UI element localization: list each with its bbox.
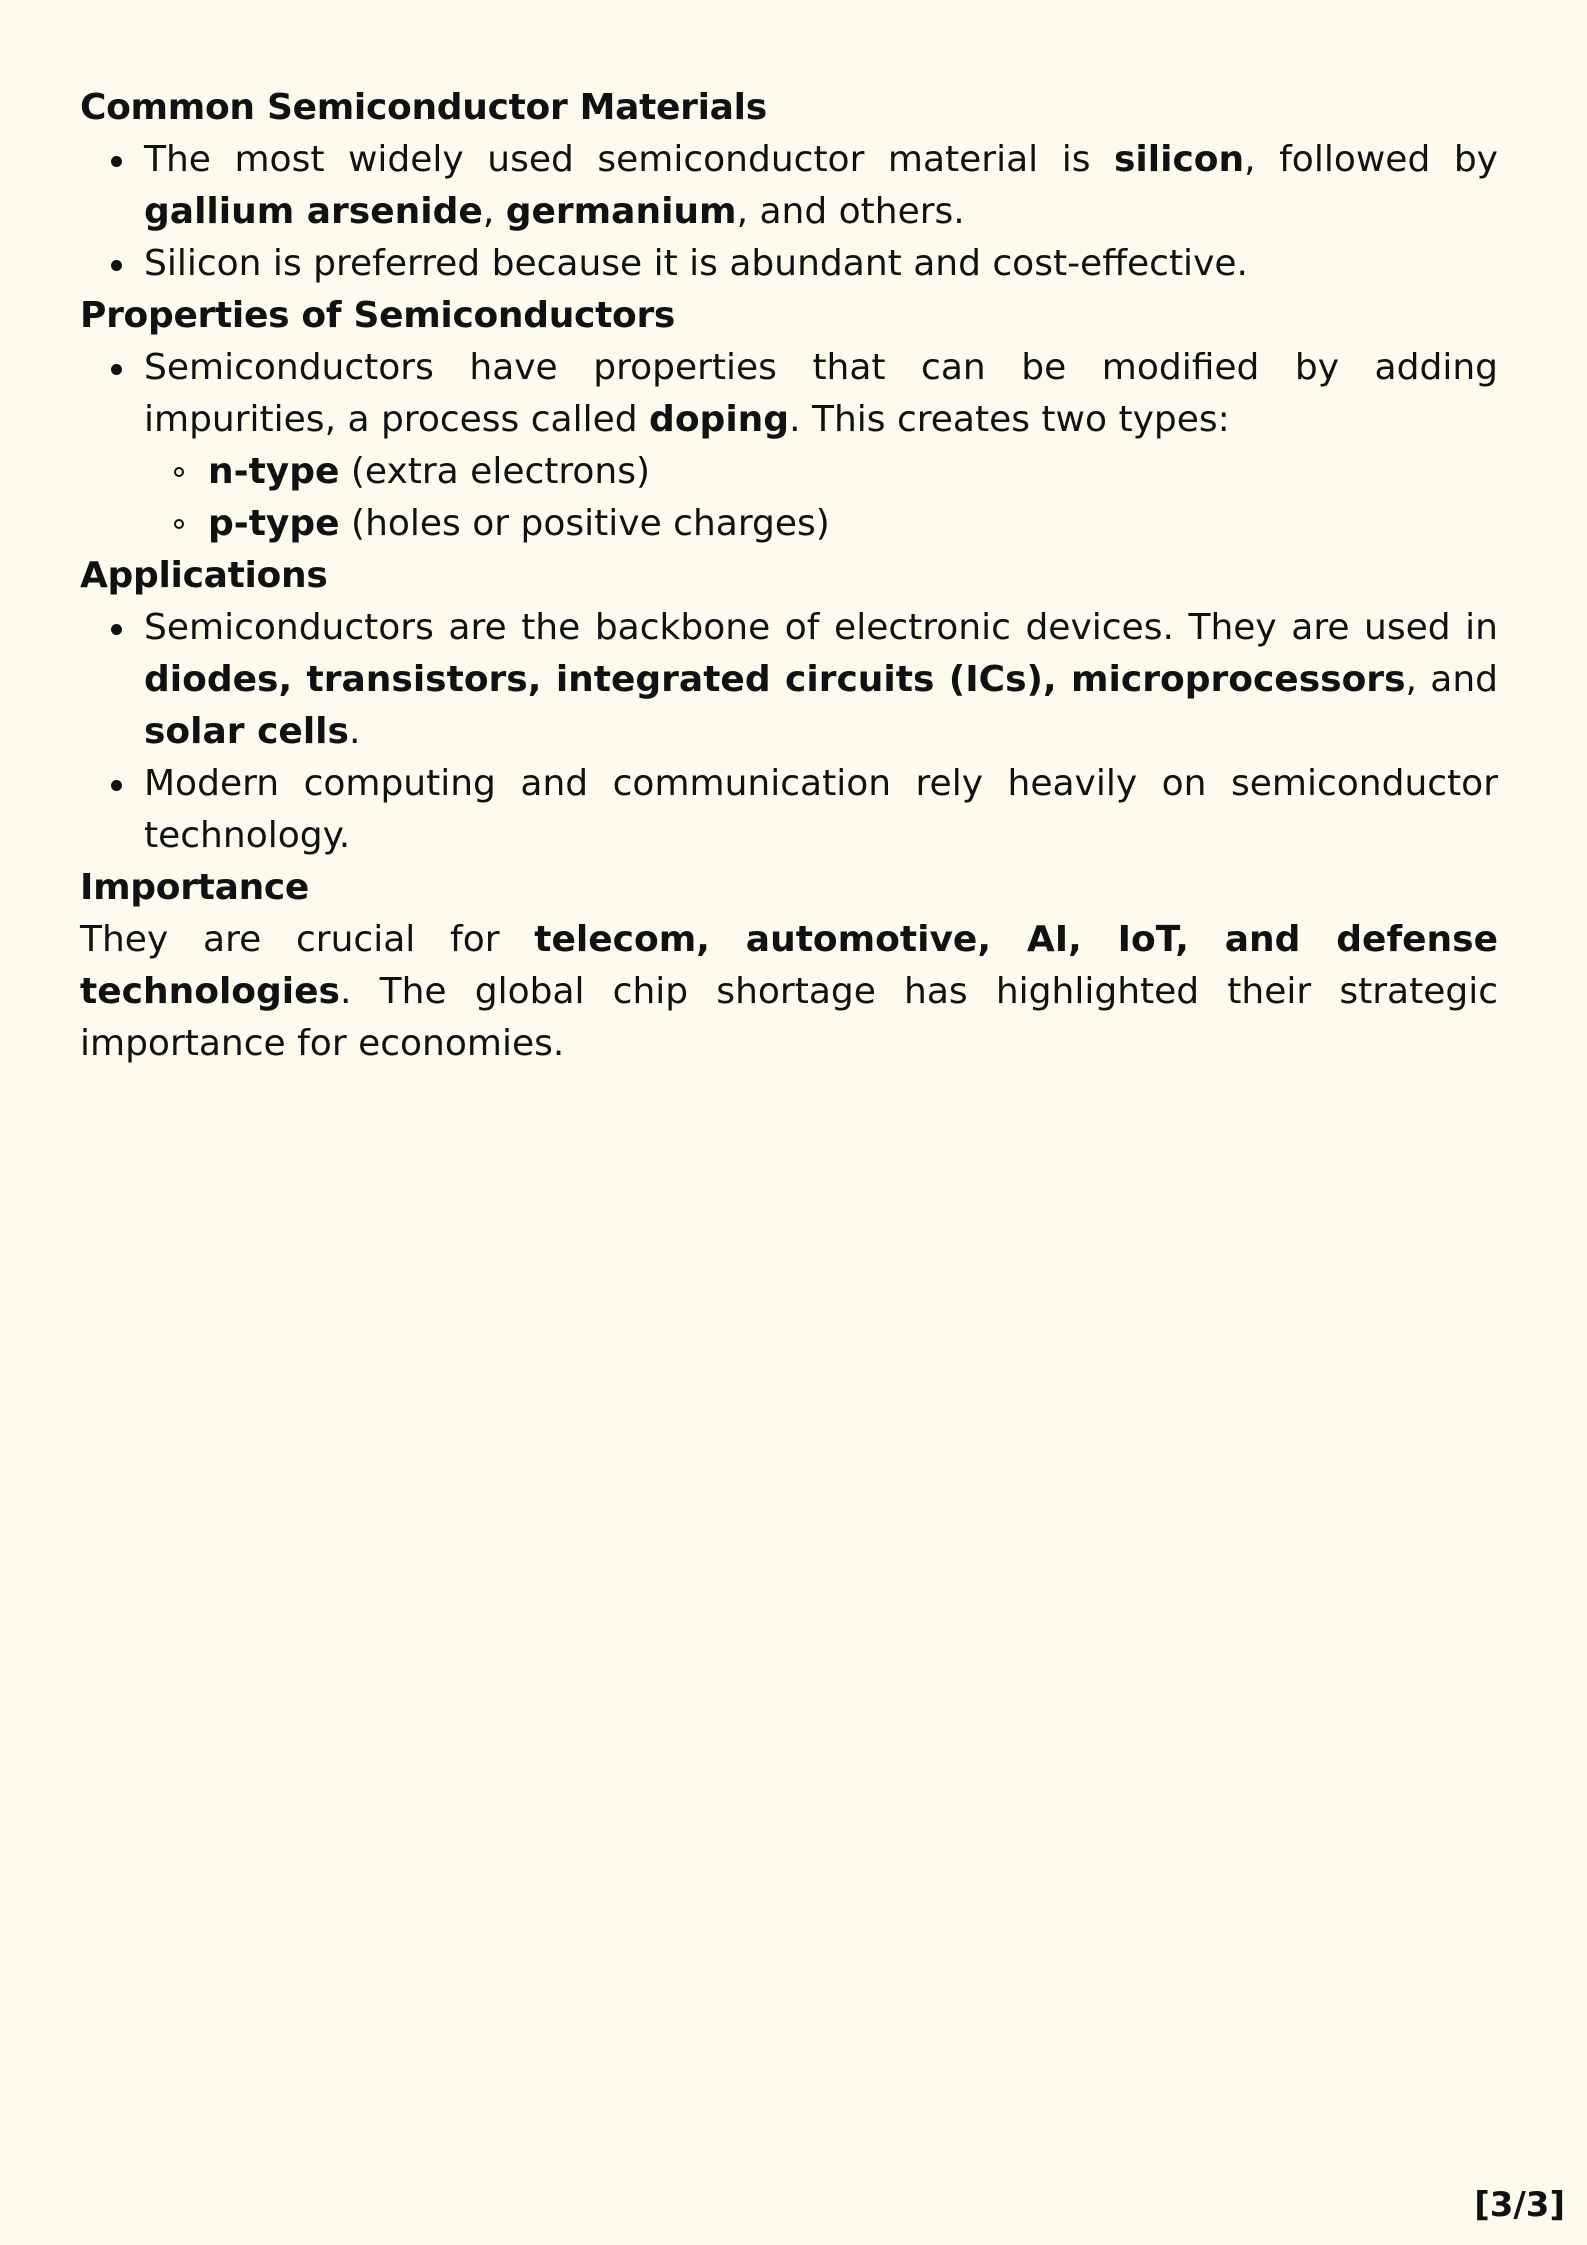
text-run: , followed by bbox=[1244, 139, 1498, 180]
bold-term-doping: doping bbox=[649, 399, 790, 440]
page-number: [3/3] bbox=[1474, 2185, 1565, 2225]
applications-list bbox=[80, 602, 1498, 862]
importance-paragraph bbox=[80, 914, 1498, 1070]
list-item bbox=[80, 342, 1498, 550]
list-item bbox=[80, 134, 1498, 238]
properties-list bbox=[80, 342, 1498, 550]
bold-term-solar-cells: solar cells bbox=[144, 711, 349, 752]
text-run: Silicon is preferred because it is abundant and cost-effective. bbox=[144, 243, 1248, 284]
section-heading-applications: Applications bbox=[80, 555, 328, 596]
bold-term-gallium-arsenide: gallium arsenide bbox=[144, 191, 483, 232]
text-run: . This creates two types: bbox=[789, 399, 1230, 440]
list-item bbox=[80, 238, 1498, 290]
list-item bbox=[80, 602, 1498, 758]
text-run: , bbox=[482, 191, 506, 232]
section-heading-properties: Properties of Semiconductors bbox=[80, 295, 676, 336]
section-heading-importance: Importance bbox=[80, 867, 310, 908]
document-page bbox=[80, 82, 1498, 1070]
text-run: (extra electrons) bbox=[339, 451, 651, 492]
bold-term-silicon: silicon bbox=[1114, 139, 1245, 180]
text-run: . The global chip shortage has highlighted their strategic importance for economies. bbox=[80, 971, 1498, 1064]
bold-term-technologies: telecom, automotive, AI, IoT, and defense technologies bbox=[80, 919, 1498, 1012]
text-run: . bbox=[348, 711, 361, 752]
doping-types-list bbox=[144, 446, 1498, 550]
bold-term-germanium: germanium bbox=[505, 191, 737, 232]
sub-list-item bbox=[144, 498, 1498, 550]
text-run: Modern computing and communication rely heavily on semiconductor technology. bbox=[144, 763, 1498, 856]
text-run: , and others. bbox=[736, 191, 965, 232]
text-run: Semiconductors are the backbone of electronic devices. They are used in bbox=[144, 607, 1498, 648]
text-run: They are crucial for bbox=[80, 919, 535, 960]
bold-term-p-type: p-type bbox=[208, 503, 340, 544]
list-item bbox=[80, 758, 1498, 862]
text-run: (holes or positive charges) bbox=[339, 503, 830, 544]
materials-list bbox=[80, 134, 1498, 290]
text-run: , and bbox=[1405, 659, 1498, 700]
bold-term-n-type: n-type bbox=[208, 451, 340, 492]
sub-list-item bbox=[144, 446, 1498, 498]
bold-term-devices: diodes, transistors, integrated circuits (ICs), microprocessors bbox=[144, 659, 1406, 700]
section-heading-materials: Common Semiconductor Materials bbox=[80, 87, 767, 128]
text-run: The most widely used semiconductor material is bbox=[144, 139, 1114, 180]
text-run: Semiconductors have properties that can be modified by adding impurities, a process called bbox=[144, 347, 1498, 440]
